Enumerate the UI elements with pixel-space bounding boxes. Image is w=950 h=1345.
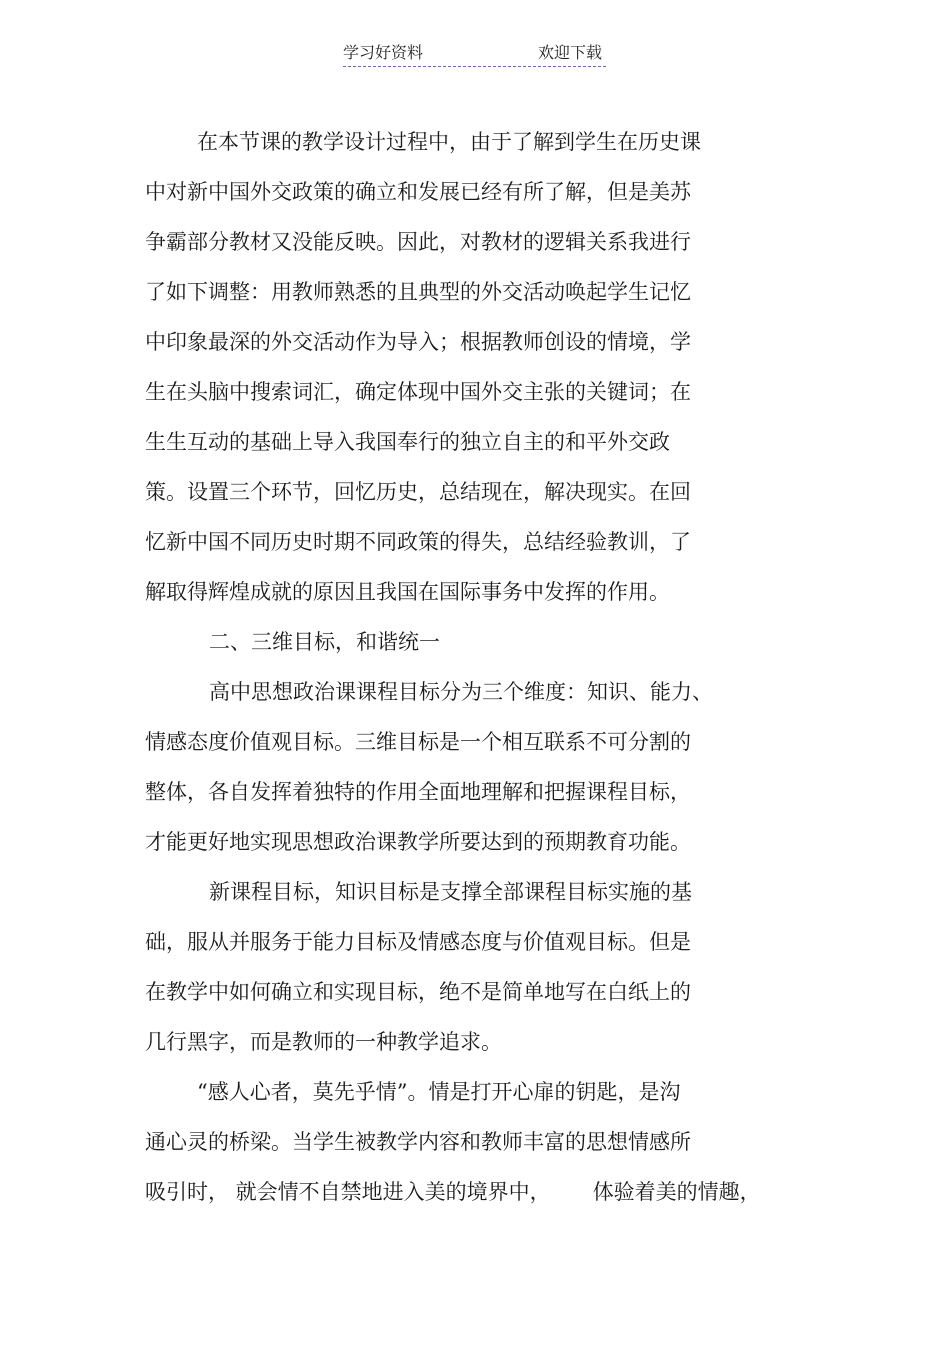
text-line: 忆新中国不同历史时期不同政策的得失，总结经验教训，了	[145, 530, 691, 554]
text-line: 新课程目标，知识目标是支撑全部课程目标实施的基	[209, 880, 692, 904]
header-right-text: 欢迎下载	[537, 43, 602, 62]
document-body	[145, 117, 800, 1217]
text-line: 几行黑字，而是教师的一种教学追求。	[145, 1030, 502, 1054]
text-segment: 吸引时， 就会情不自禁地进入美的境界中，	[145, 1180, 551, 1204]
text-line: 通心灵的桥梁。当学生被教学内容和教师丰富的思想情感所	[145, 1130, 691, 1154]
text-line: 在本节课的教学设计过程中，由于了解到学生在历史课	[197, 130, 701, 154]
text-line: 解取得辉煌成就的原因且我国在国际事务中发挥的作用。	[145, 580, 670, 604]
text-line: 中对新中国外交政策的确立和发展已经有所了解，但是美苏	[145, 180, 691, 204]
text-line: 础，服从并服务于能力目标及情感态度与价值观目标。但是	[145, 930, 691, 954]
section-heading: 二、三维目标，和谐统一	[209, 630, 440, 654]
text-line: 生生互动的基础上导入我国奉行的独立自主的和平外交政	[145, 430, 670, 454]
text-line: 了如下调整：用教师熟悉的且典型的外交活动唤起学生记忆	[145, 280, 691, 304]
text-segment: 体验着美的情趣，	[592, 1180, 761, 1204]
text-line: 整体，各自发挥着独特的作用全面地理解和把握课程目标，	[145, 780, 691, 804]
text-line: 争霸部分教材又没能反映。因此，对教材的逻辑关系我进行	[145, 230, 691, 254]
text-line: 策。设置三个环节，回忆历史，总结现在，解决现实。在回	[145, 480, 691, 504]
text-line: 生在头脑中搜索词汇，确定体现中国外交主张的关键词；在	[145, 380, 691, 404]
text-line: 才能更好地实现思想政治课教学所要达到的预期教育功能。	[145, 830, 691, 854]
header-left-text: 学习好资料	[343, 43, 424, 62]
text-line: “感人心者，莫先乎情”。情是打开心扉的钥匙，是沟	[197, 1080, 681, 1104]
page-header	[343, 40, 606, 67]
text-line: 中印象最深的外交活动作为导入；根据教师创设的情境，学	[145, 330, 691, 354]
text-line: 高中思想政治课课程目标分为三个维度：知识、能力、	[209, 680, 713, 704]
text-line-last	[145, 1167, 800, 1217]
text-line: 在教学中如何确立和实现目标，绝不是简单地写在白纸上的	[145, 980, 691, 1004]
text-line: 情感态度价值观目标。三维目标是一个相互联系不可分割的	[145, 730, 691, 754]
